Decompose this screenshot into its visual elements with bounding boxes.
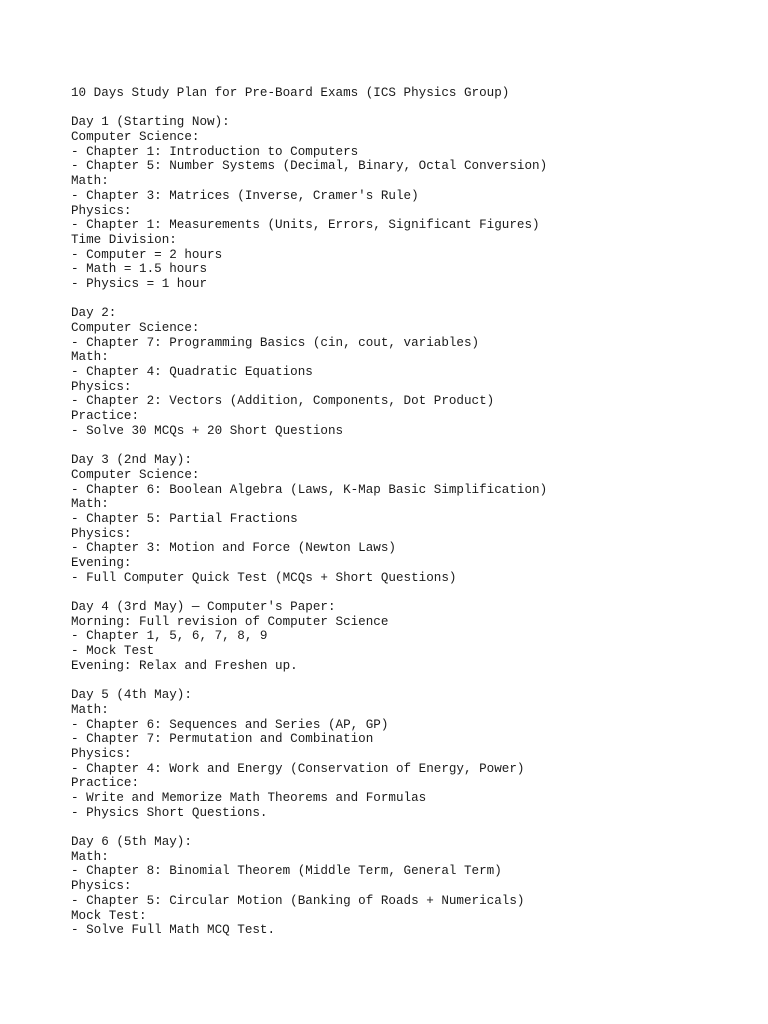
plan-line: - Mock Test — [71, 644, 155, 659]
plan-line: Practice: — [71, 776, 140, 791]
plan-line: - Chapter 5: Circular Motion (Banking of Roads + Numericals) — [71, 893, 525, 908]
plan-line: - Chapter 6: Boolean Algebra (Laws, K-Map Basic Simplification) — [71, 482, 548, 497]
plan-line: Time Division: — [71, 232, 177, 247]
plan-line: Physics: — [71, 203, 132, 218]
day-heading: Day 2: — [71, 306, 117, 321]
plan-line: - Write and Memorize Math Theorems and Formulas — [71, 791, 427, 805]
plan-line: - Chapter 4: Quadratic Equations — [71, 365, 313, 380]
plan-line: - Chapter 1, 5, 6, 7, 8, 9 — [71, 629, 268, 644]
day-heading: Day 5 (4th May): — [71, 688, 192, 703]
day-section-1 — [71, 115, 731, 291]
plan-line: Physics: — [71, 879, 132, 894]
plan-line: - Physics = 1 hour — [71, 276, 208, 291]
day-section-6 — [71, 835, 731, 938]
plan-line: - Chapter 3: Motion and Force (Newton Laws) — [71, 541, 396, 556]
plan-line: - Chapter 1: Introduction to Computers — [71, 144, 359, 159]
plan-line: Computer Science: — [71, 321, 200, 335]
plan-line: Mock Test: — [71, 908, 147, 923]
plan-line: - Chapter 3: Matrices (Inverse, Cramer's Rule) — [71, 188, 419, 203]
day-heading: Day 6 (5th May): — [71, 835, 192, 850]
day-heading: Day 1 (Starting Now): — [71, 115, 230, 130]
plan-line: - Chapter 1: Measurements (Units, Errors, Significant Figures) — [71, 218, 540, 233]
document-title: 10 Days Study Plan for Pre-Board Exams (ICS Physics Group) — [71, 86, 510, 100]
plan-line: Morning: Full revision of Computer Science — [71, 614, 389, 629]
plan-line: Math: — [71, 350, 109, 365]
plan-line: - Full Computer Quick Test (MCQs + Short Questions) — [71, 570, 457, 585]
document-page — [71, 86, 731, 953]
day-section-5 — [71, 688, 731, 820]
plan-line: Computer Science: — [71, 467, 200, 482]
plan-line: - Chapter 5: Partial Fractions — [71, 511, 298, 526]
day-section-3 — [71, 453, 731, 585]
day-heading: Day 4 (3rd May) — Computer's Paper: — [71, 600, 336, 615]
plan-line: - Chapter 7: Programming Basics (cin, cout, variables) — [71, 335, 480, 350]
plan-line: - Chapter 5: Number Systems (Decimal, Binary, Octal Conversion) — [71, 159, 548, 174]
plan-line: - Math = 1.5 hours — [71, 262, 208, 277]
day-section-4 — [71, 600, 731, 673]
plan-line: Physics: — [71, 379, 132, 394]
plan-line: Physics: — [71, 746, 132, 761]
plan-line: Math: — [71, 174, 109, 189]
plan-line: - Computer = 2 hours — [71, 247, 223, 262]
plan-line: Computer Science: — [71, 130, 200, 145]
plan-line: Evening: — [71, 556, 132, 570]
plan-line: Math: — [71, 702, 109, 717]
plan-line: Math: — [71, 497, 109, 512]
plan-line: - Physics Short Questions. — [71, 805, 268, 820]
plan-line: - Chapter 8: Binomial Theorem (Middle Term, General Term) — [71, 864, 502, 879]
plan-line: Evening: Relax and Freshen up. — [71, 658, 298, 673]
plan-line: Math: — [71, 849, 109, 864]
plan-line: Practice: — [71, 409, 140, 424]
plan-line: - Chapter 2: Vectors (Addition, Components, Dot Product) — [71, 394, 495, 409]
plan-line: - Chapter 6: Sequences and Series (AP, GP) — [71, 717, 389, 732]
day-section-2 — [71, 306, 731, 438]
plan-line: Physics: — [71, 526, 132, 541]
study-plan-days — [71, 115, 731, 938]
plan-line: - Solve 30 MCQs + 20 Short Questions — [71, 423, 344, 438]
plan-line: - Solve Full Math MCQ Test. — [71, 923, 276, 938]
plan-line: - Chapter 4: Work and Energy (Conservation of Energy, Power) — [71, 761, 525, 776]
plan-line: - Chapter 7: Permutation and Combination — [71, 732, 374, 747]
day-heading: Day 3 (2nd May): — [71, 453, 192, 468]
